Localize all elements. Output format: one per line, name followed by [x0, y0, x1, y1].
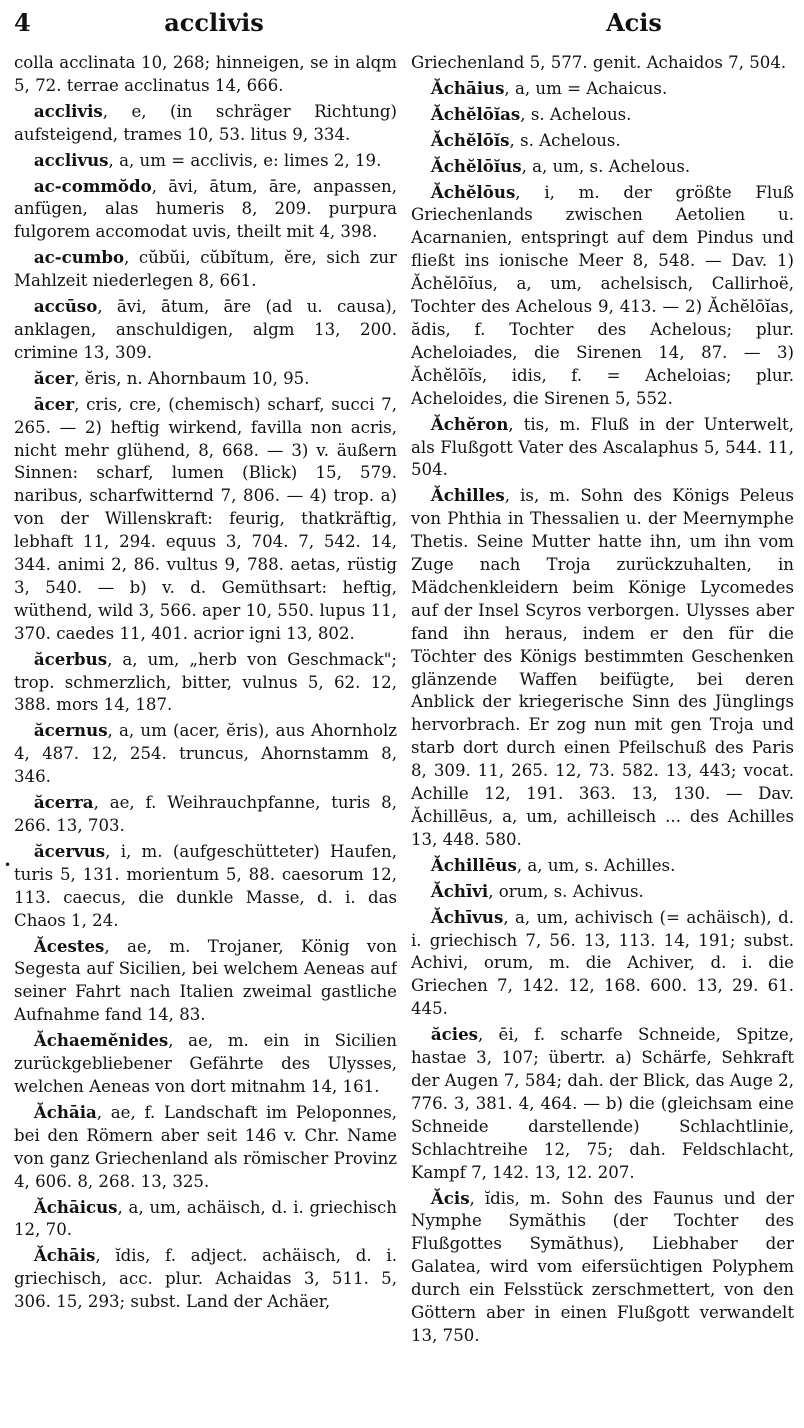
entry-text: , a, um, s. Achelous. [521, 156, 691, 176]
entry-text: , a, um = Achaicus. [504, 78, 668, 98]
entry-lemma: Ăchāicus [33, 1196, 118, 1217]
entry-lemma: ăcer [33, 367, 75, 388]
entry-text: , āvi, ātum, āre, anpassen, anfügen, alas humeris 8, 209. purpura fulgorem accomodat uvis, theilt mit 4, 398. [14, 176, 397, 242]
dictionary-entry [411, 181, 794, 411]
entry-lemma: Ăchaemĕnides [33, 1030, 169, 1051]
entry-text: , a, um = acclivis, e: limes 2, 19. [108, 150, 382, 170]
dictionary-entry [411, 52, 794, 75]
entry-lemma: ācer [33, 393, 75, 414]
entry-text: , ēi, f. scharfe Schneide, Spitze, hastae 3, 107; übertr. a) Schärfe, Sehkraft der Augen 7, 584; dah. der Blick, das Auge 2, 776. 3, 381. 4, 464. — b) die (gleichsam eine Schneide darstellende) Schlachtlinie, Schlachtreihe 12, 75; dah. Feldschlacht, Kampf 7, 142. 13, 12. 207. [411, 1025, 794, 1182]
entry-lemma: ăcerra [33, 792, 94, 813]
columns [14, 52, 794, 1350]
entry-lemma: Ăchīvi [430, 880, 489, 901]
entry-text: , e, (in schräger Richtung) aufsteigend, trames 10, 53. litus 9, 334. [14, 101, 397, 144]
entry-text: , ae, f. Weihrauchpfanne, turis 8, 266. 13, 703. [14, 793, 397, 835]
entry-lemma: acclivus [33, 149, 109, 170]
dictionary-entry [411, 129, 794, 153]
entry-text: , i, m. der größte Fluß Griechenlands zwischen Aetolien u. Acarnanien, entspringt auf dem Pindus und fließt ins ionische Meer 8, 548. — Dav. 1) Ăchĕlōĭus, a, um, achelsisch, Callirhoë, Tochter des Achelous 9, 413. — 2) Ăchĕlōĭas, ădis, f. Tochter des Achelous; plur. Acheloiades, die Sirenen 14, 87. — 3) Ăchĕlōĭs, idis, f. = Acheloias; plur. Acheloides, die Sirenen 5, 552. [411, 182, 794, 408]
entry-text: Griechenland 5, 577. genit. Achaidos 7, 504. [411, 53, 787, 72]
dictionary-entry [14, 791, 397, 838]
entry-text: , ĭdis, f. adject. achäisch, d. i. griechisch, acc. plur. Achaidas 3, 511. 5, 306. 15, 293; subst. Land der Achäer, [14, 1246, 397, 1312]
dictionary-entry [14, 246, 397, 293]
dictionary-entry [411, 1023, 794, 1184]
entry-text: , ae, m. ein in Sicilien zurückgebliebener Gefährte des Ulysses, welchen Aeneas von dort mitnahm 14, 161. [14, 1031, 397, 1096]
dictionary-entry [14, 935, 397, 1028]
entry-lemma: accūso [33, 296, 98, 317]
entry-lemma: ăcernus [33, 720, 108, 741]
dictionary-entry [14, 52, 397, 98]
entry-lemma: Ăchāius [430, 77, 505, 98]
entry-lemma: Ăchĕron [430, 413, 509, 434]
dictionary-entry [14, 648, 397, 718]
entry-text: , s. Achelous. [509, 130, 621, 150]
entry-lemma: acclivis [33, 100, 103, 121]
entry-lemma: Ăchāis [33, 1245, 96, 1266]
dictionary-entry [411, 906, 794, 1022]
entry-text: , āvi, ātum, āre (ad u. causa), anklagen, anschuldigen, algm 13, 200. crimine 13, 309. [14, 297, 397, 362]
entry-text: , a, um, achäisch, d. i. griechisch 12, 70. [14, 1197, 397, 1240]
entry-lemma: Ăchĕlōus [430, 181, 516, 202]
entry-text: , cris, cre, (chemisch) scharf, succi 7, 265. — 2) heftig wirkend, favilla non acris, nicht mehr glühend, 8, 668. — 3) v. äußern Sinnen: scharf, lumen (Blick) 15, 579. naribus, scharfwitternd 7, 806. — 4) trop. a) von der Willenskraft: feurig, thatkräftig, lebhaft 11, 294. equus 3, 704. 7, 542. 14, 344. animi 2, 86. vultus 9, 788. aetas, rüstig 3, 540. — b) v. d. Gemüthsart: heftig, wüthend, wild 3, 566. aper 10, 550. lupus 11, 370. caedes 11, 401. acrior igni 13, 802. [14, 394, 397, 643]
dictionary-entry [411, 155, 794, 179]
dictionary-entry [411, 103, 794, 127]
entry-lemma: Ăchĕlōĭs [430, 129, 510, 150]
dictionary-entry [14, 100, 397, 147]
entry-text: , a, um, s. Achilles. [516, 855, 676, 875]
dictionary-entry [14, 1244, 397, 1314]
entry-text: , is, m. Sohn des Königs Peleus von Phthia in Thessalien u. der Meernymphe Thetis. Seine Mutter hatte ihn, um ihn vom Zuge nach Troja zurückzuhalten, in Mädchenkleidern beim Könige Lycomedes auf der Insel Scyros verborgen. Ulysses aber fand ihn heraus, indem er den für die Töchter des Königs bestimmten Geschenken glänzende Waffen beifügte, bei deren Anblick der kriegerische Sinn des Jünglings hervorbrach. Er zog nun mit gen Troja und starb dort durch einen Pfeilschuß des Paris 8, 309. 11, 265. 12, 73. 582. 13, 443; vocat. Achille 12, 191. 363. 13, 130. — Dav. Ăchillēus, a, um, achilleisch ... des Achilles 13, 448. 580. [411, 486, 794, 849]
dictionary-entry [14, 393, 397, 646]
dictionary-entry [411, 77, 794, 101]
dictionary-entry [411, 484, 794, 852]
entry-text: , a, um (acer, ĕris), aus Ahornholz 4, 487. 12, 254. truncus, Ahornstamm 8, 346. [14, 721, 397, 787]
left-running-head: acclivis [164, 8, 264, 37]
dictionary-entry [411, 880, 794, 904]
entry-lemma: ăcerbus [33, 648, 108, 669]
entry-lemma: Ăcis [430, 1187, 470, 1208]
dictionary-entry [14, 1101, 397, 1194]
entry-lemma: Ăcestes [33, 935, 105, 956]
dictionary-entry [14, 1196, 397, 1243]
entry-text: , a, um, achivisch (= achäisch), d. i. griechisch 7, 56. 13, 113. 14, 191; subst. Achivi, orum, m. die Achiver, d. i. die Griechen 7, 142. 12, 168. 600. 13, 29. 61. 445. [411, 907, 794, 1019]
entry-lemma: Ăchillēus [430, 854, 517, 875]
entry-text: , tis, m. Fluß in der Unterwelt, als Flußgott Vater des Ascalaphus 5, 544. 11, 504. [411, 414, 794, 480]
entry-text: , ĭdis, m. Sohn des Faunus und der Nymphe Symăthis (der Tochter des Flußgottes Symăthus), Liebhaber der Galatea, wird vom eifersüchtigen Polyphem durch ein Felsstück zerschmettert, von den Göttern aber in einen Flußgott verwandelt 13, 750. [411, 1188, 794, 1345]
entry-lemma: Ăchīvus [430, 906, 504, 927]
entry-text: , orum, s. Achivus. [488, 881, 644, 901]
entry-text: colla acclinata 10, 268; hinneigen, se in alqm 5, 72. terrae acclinatus 14, 666. [14, 53, 397, 95]
dictionary-entry [14, 149, 397, 173]
entry-lemma: ăcervus [33, 840, 106, 861]
entry-text: , a, um, „herb von Geschmack"; trop. schmerzlich, bitter, vulnus 5, 62. 12, 388. mors 14, 187. [14, 649, 397, 715]
dictionary-entry [14, 1029, 397, 1099]
dictionary-entry [14, 367, 397, 391]
left-column [14, 52, 397, 1350]
entry-lemma: ac-cumbo [33, 247, 125, 268]
page-header [14, 8, 794, 52]
dictionary-entry [14, 719, 397, 789]
margin-dot: • [4, 858, 12, 872]
dictionary-entry [14, 175, 397, 245]
entry-text: , ae, f. Landschaft im Peloponnes, bei den Römern aber seit 146 v. Chr. Name von ganz Griechenland als römischer Provinz 4, 606. 8, 268. 13, 325. [14, 1102, 397, 1191]
dictionary-entry [411, 1187, 794, 1348]
dictionary-entry [14, 840, 397, 933]
entry-lemma: Ăchāia [33, 1101, 97, 1122]
entry-text: , cŭbŭi, cŭbĭtum, ĕre, sich zur Mahlzeit niederlegen 8, 661. [14, 248, 397, 291]
entry-lemma: Ăchilles [430, 485, 505, 506]
entry-text: , ĕris, n. Ahornbaum 10, 95. [74, 368, 310, 388]
entry-text: , ae, m. Trojaner, König von Segesta auf Sicilien, bei welchem Aeneas auf seiner Fahrt nach Italien zweimal gastliche Aufnahme fand 14, 83. [14, 936, 397, 1025]
page-number: 4 [14, 8, 31, 37]
dictionary-entry [411, 854, 794, 878]
right-column [411, 52, 794, 1350]
entry-lemma: ac-commŏdo [33, 175, 152, 196]
dictionary-entry [14, 295, 397, 365]
entry-text: , i, m. (aufgeschütteter) Haufen, turis 5, 131. morientum 5, 88. caesorum 12, 113. caecus, die dunkle Masse, d. i. das Chaos 1, 24. [14, 841, 397, 930]
dictionary-entry [411, 413, 794, 483]
entry-lemma: Ăchĕlōĭas [430, 103, 521, 124]
entry-text: , s. Achelous. [520, 104, 632, 124]
entry-lemma: ăcies [430, 1024, 478, 1045]
right-running-head: Acis [606, 8, 662, 37]
entry-lemma: Ăchĕlōĭus [430, 155, 522, 176]
